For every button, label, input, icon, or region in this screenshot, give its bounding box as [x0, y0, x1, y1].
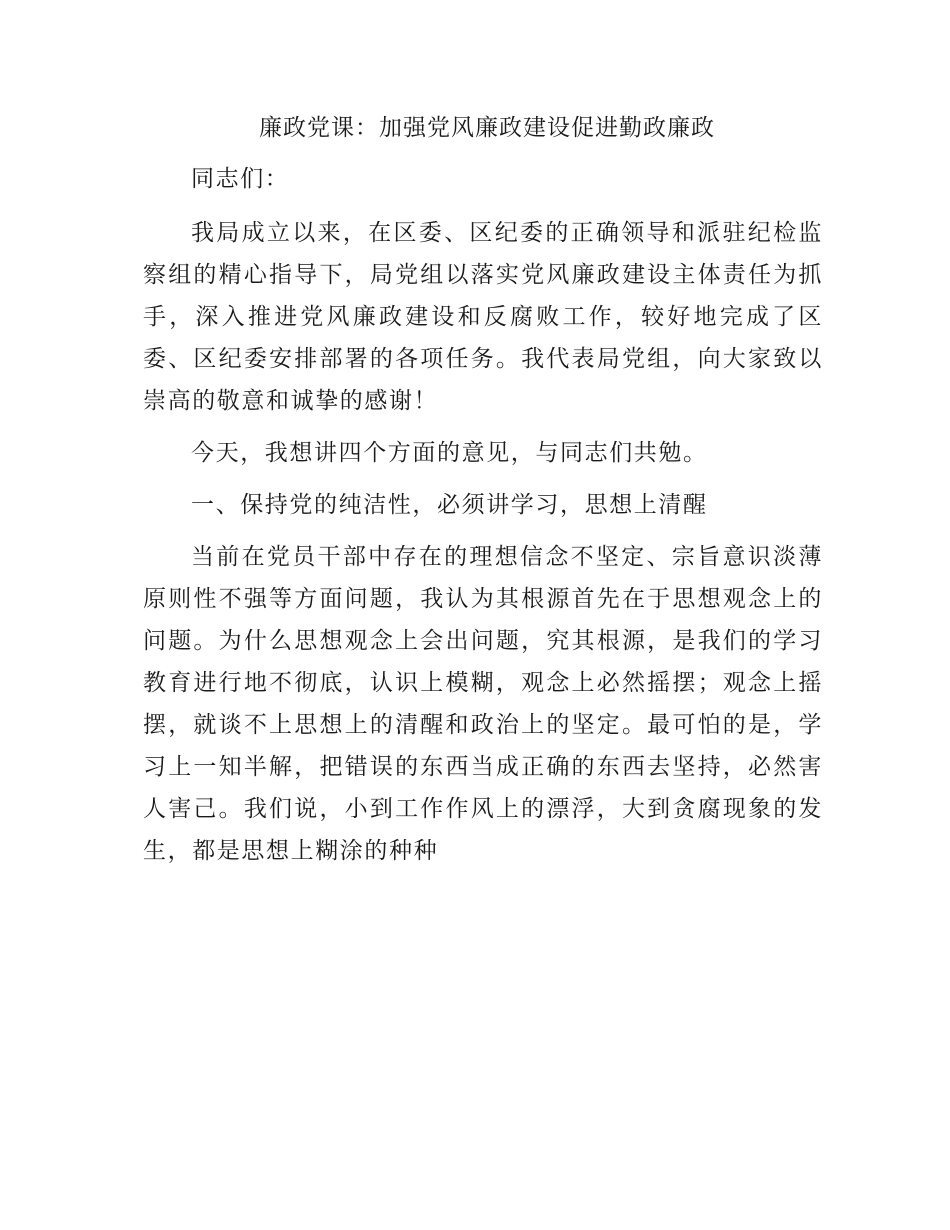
salutation: 同志们：: [191, 166, 290, 192]
paragraph-outline: 今天，我想讲四个方面的意见，与同志们共勉。: [191, 440, 708, 466]
document-body: [143, 108, 823, 882]
document-title: 廉政党课：加强党风廉政建设促进勤政廉政: [259, 115, 715, 141]
paragraph-intro: 我局成立以来，在区委、区纪委的正确领导和派驻纪检监察组的精心指导下，局党组以落实党风廉政建设主体责任为抓手，深入推进党风廉政建设和反腐败工作，较好地完成了区委、区纪委安排部署的各项任务。我代表局党组，向大家致以崇高的敬意和诚挚的感谢！: [143, 220, 823, 414]
paragraph-section-1: 当前在党员干部中存在的理想信念不坚定、宗旨意识淡薄原则性不强等方面问题，我认为其根源首先在于思想观念上的问题。为什么思想观念上会出问题，究其根源，是我们的学习教育进行地不彻底，认识上模糊，观念上必然摇摆；观念上摇摆，就谈不上思想上的清醒和政治上的坚定。最可怕的是，学习上一知半解，把错误的东西当成正确的东西去坚持，必然害人害己。我们说，小到工作作风上的漂浮，大到贪腐现象的发生，都是思想上糊涂的种种: [143, 544, 823, 864]
section-heading-1: 一、保持党的纯洁性，必须讲学习，思想上清醒: [191, 492, 708, 518]
